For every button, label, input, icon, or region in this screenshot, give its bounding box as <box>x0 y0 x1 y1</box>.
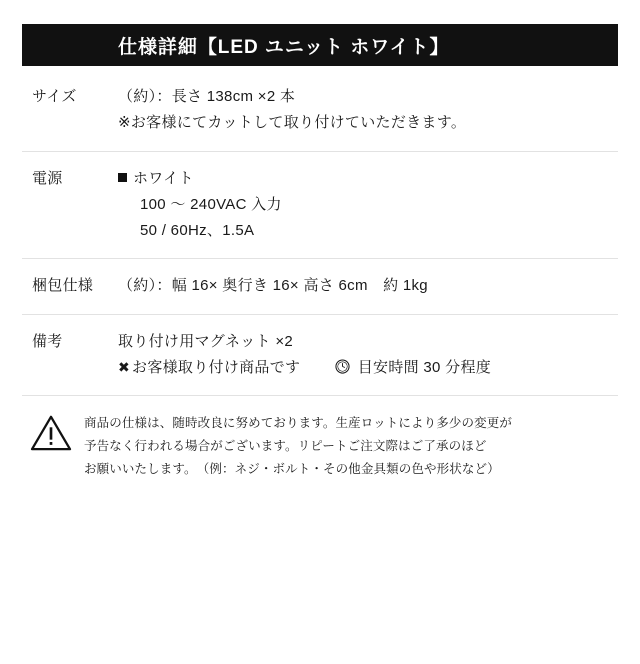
packaging-line-1: （約）：幅 16× 奥行き 16× 高さ 6cm 約 1kg <box>118 277 428 295</box>
caution-note <box>22 396 618 481</box>
caution-line-3: お願いいたします。 （例：ネジ・ボルト・その他金具類の色や形状など） <box>84 462 500 477</box>
table-row-size <box>22 66 618 152</box>
row-value-size <box>118 84 618 137</box>
warning-triangle-icon <box>30 414 72 452</box>
power-line-2: 100 〜 240VAC 入力 <box>140 195 282 213</box>
caution-line-2: 予告なく行われる場合がございます。リピートご注文際はご了承のほど <box>84 439 487 454</box>
row-value-power <box>118 166 618 245</box>
table-row-remarks <box>22 315 618 397</box>
square-bullet-icon <box>118 173 127 182</box>
size-line-2: ※お客様にてカットして取り付けていただきます。 <box>118 114 467 132</box>
page-title: 仕様詳細【LED ユニット ホワイト】 <box>118 36 450 58</box>
remarks-time-text: 目安時間 30 分程度 <box>357 358 492 376</box>
clock-icon <box>335 359 350 374</box>
table-row-packaging <box>22 259 618 314</box>
spec-sheet <box>0 24 640 664</box>
row-value-packaging <box>118 273 618 299</box>
power-line-1 <box>118 166 618 192</box>
remarks-line-2 <box>118 355 618 381</box>
remarks-line-1: 取り付け用マグネット ×2 <box>118 332 294 350</box>
row-label-remarks: 備考 <box>32 332 63 350</box>
table-row-power <box>22 152 618 260</box>
row-label-power: 電源 <box>32 169 63 187</box>
remarks-install-text: お客様取り付け商品です <box>132 358 301 376</box>
row-value-remarks <box>118 329 618 382</box>
spec-table <box>22 66 618 396</box>
power-color-label: ホワイト <box>133 169 194 187</box>
caution-text <box>84 412 512 481</box>
caution-line-1: 商品の仕様は、随時改良に努めております。生産ロットにより多少の変更が <box>84 416 513 430</box>
power-line-3: 50 / 60Hz、1.5A <box>140 222 255 239</box>
row-label-size: サイズ <box>32 88 77 105</box>
star-burst-icon: ✖ <box>118 358 131 375</box>
size-line-1: （約）：長さ 138cm ×2 本 <box>118 88 296 105</box>
row-label-packaging: 梱包仕様 <box>32 277 94 295</box>
spec-header <box>22 24 618 66</box>
